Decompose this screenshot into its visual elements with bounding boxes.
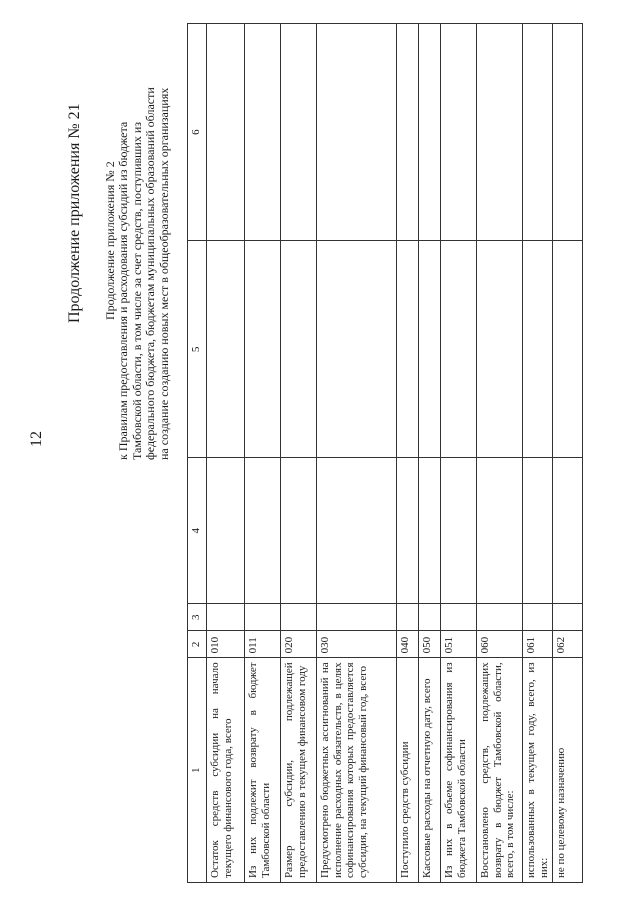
value-cell	[245, 241, 281, 458]
row-indicator-name: использованных в текущем году, всего, из них:	[523, 658, 553, 883]
value-cell	[207, 604, 245, 631]
value-cell	[553, 241, 583, 458]
value-cell	[397, 458, 419, 604]
value-cell	[317, 604, 397, 631]
rules-line: к Правилам предоставления и расходования субсидий из бюджета	[116, 121, 130, 460]
appendix-subtitle: Продолжение приложения № 2	[103, 161, 117, 320]
value-cell	[317, 241, 397, 458]
value-cell	[477, 458, 523, 604]
value-cell	[523, 458, 553, 604]
subsidy-report-table	[187, 23, 583, 883]
column-header: 1	[188, 658, 207, 883]
row-indicator-name: Остаток средств субсидии на начало текущего финансового года, всего	[207, 658, 245, 883]
row-code: 062	[553, 631, 583, 658]
value-cell	[419, 458, 441, 604]
value-cell	[317, 458, 397, 604]
rules-line: федерального бюджета, бюджетам муниципальных образований области	[143, 87, 157, 460]
row-indicator-name: Из них подлежит возврату в бюджет Тамбовской области	[245, 658, 281, 883]
value-cell	[441, 24, 477, 241]
value-cell	[419, 24, 441, 241]
row-indicator-name: Из них в объеме софинансирования из бюджета Тамбовской области	[441, 658, 477, 883]
value-cell	[397, 604, 419, 631]
row-code: 060	[477, 631, 523, 658]
value-cell	[441, 241, 477, 458]
value-cell	[553, 24, 583, 241]
page-number: 12	[28, 431, 45, 447]
value-cell	[281, 241, 317, 458]
row-code: 010	[207, 631, 245, 658]
table-row	[477, 24, 523, 883]
table-row	[523, 24, 553, 883]
table-row	[553, 24, 583, 883]
value-cell	[477, 24, 523, 241]
column-header: 5	[188, 241, 207, 458]
rules-line: на создание созданию новых мест в общеобразовательных организациях	[156, 87, 171, 460]
column-header: 3	[188, 604, 207, 631]
value-cell	[477, 604, 523, 631]
row-code: 040	[397, 631, 419, 658]
value-cell	[523, 24, 553, 241]
row-indicator-name: Кассовые расходы на отчетную дату, всего	[419, 658, 441, 883]
row-indicator-name: Восстановлено средств, подлежащих возврату в бюджет Тамбовской области, всего, в том числе:	[477, 658, 523, 883]
value-cell	[207, 458, 245, 604]
value-cell	[441, 458, 477, 604]
value-cell	[207, 241, 245, 458]
column-header: 2	[188, 631, 207, 658]
column-header: 4	[188, 458, 207, 604]
value-cell	[245, 604, 281, 631]
table-row	[207, 24, 245, 883]
table-row	[281, 24, 317, 883]
value-cell	[207, 24, 245, 241]
value-cell	[523, 604, 553, 631]
value-cell	[245, 24, 281, 241]
value-cell	[281, 24, 317, 241]
table-row	[317, 24, 397, 883]
table-row	[441, 24, 477, 883]
value-cell	[281, 604, 317, 631]
table-row	[245, 24, 281, 883]
row-code: 051	[441, 631, 477, 658]
row-indicator-name: не по целевому назначению	[553, 658, 583, 883]
table-row	[419, 24, 441, 883]
row-indicator-name: Поступило средств субсидии	[397, 658, 419, 883]
value-cell	[553, 458, 583, 604]
value-cell	[441, 604, 477, 631]
row-code: 061	[523, 631, 553, 658]
value-cell	[397, 241, 419, 458]
row-code: 011	[245, 631, 281, 658]
row-indicator-name: Предусмотрено бюджетных ассигнований на исполнение расходных обязательств, в целях софинансирования которых предоставляется субсидия, на текущий финансовый год, всего	[317, 658, 397, 883]
appendix-title: Продолжение приложения № 21	[66, 103, 83, 323]
row-code: 030	[317, 631, 397, 658]
table-row	[397, 24, 419, 883]
value-cell	[477, 241, 523, 458]
table-body	[207, 24, 583, 883]
value-cell	[553, 604, 583, 631]
rules-line: Тамбовской области, в том числе за счет средств, поступивших из	[129, 121, 144, 460]
value-cell	[245, 458, 281, 604]
row-code: 050	[419, 631, 441, 658]
table-header-row	[188, 24, 207, 883]
value-cell	[281, 458, 317, 604]
row-code: 020	[281, 631, 317, 658]
column-header: 6	[188, 24, 207, 241]
value-cell	[419, 241, 441, 458]
row-indicator-name: Размер субсидии, подлежащей предоставлению в текущем финансовом году	[281, 658, 317, 883]
value-cell	[523, 241, 553, 458]
rules-reference-text	[117, 24, 171, 460]
value-cell	[317, 24, 397, 241]
value-cell	[397, 24, 419, 241]
value-cell	[419, 604, 441, 631]
